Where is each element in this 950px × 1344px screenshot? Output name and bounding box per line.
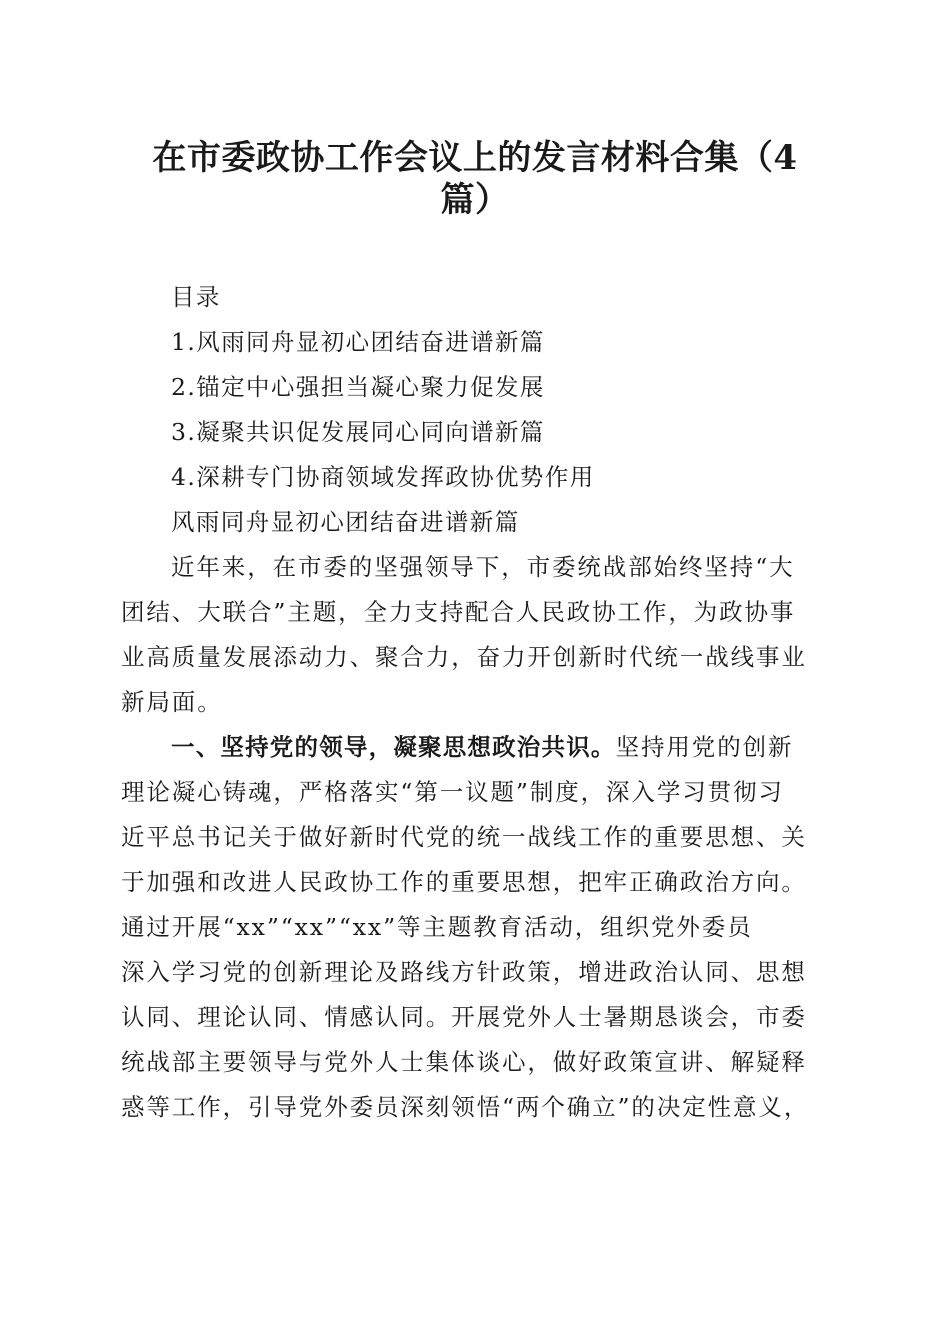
intro-line-1: 近年来，在市委的坚强领导下，市委统战部始终坚持“大 [171,553,795,581]
toc-item-4: 4.深耕专门协商领域发挥政协优势作用 [171,463,595,491]
document-title-line1: 在市委政协工作会议上的发言材料合集（4 [152,138,798,178]
point1-line-7: 统战部主要领导与党外人士集体谈心，做好政策宣讲、解疑释 [121,1048,807,1076]
point1-line-5: 深入学习党的创新理论及路线方针政策，增进政治认同、思想 [121,958,807,986]
point1-line-6: 认同、理论认同、情感认同。开展党外人士暑期恳谈会，市委 [121,1003,807,1031]
point1-line-1: 理论凝心铸魂，严格落实“第一议题”制度，深入学习贯彻习 [121,778,784,806]
toc-item-3: 3.凝聚共识促发展同心同向谱新篇 [171,418,545,446]
point1-line-8: 惑等工作，引导党外委员深刻领悟“两个确立”的决定性意义， [121,1093,810,1121]
intro-line-3: 业高质量发展添动力、聚合力，奋力开创新时代统一战线事业 [121,643,807,671]
document-title-line2-text: 篇） [440,180,510,220]
intro-line-2: 团结、大联合”主题，全力支持配合人民政协工作，为政协事 [121,598,796,626]
point1-first-line [171,732,793,762]
intro-line-4: 新局面。 [121,688,223,716]
point1-line-2: 近平总书记关于做好新时代党的统一战线工作的重要思想、关 [121,823,807,851]
document-title-line2 [120,180,830,220]
toc-heading: 目录 [171,283,221,311]
point1-line-3: 于加强和改进人民政协工作的重要思想，把牢正确政治方向。 [121,868,807,896]
toc-item-2: 2.锚定中心强担当凝心聚力促发展 [171,373,545,401]
section-title: 风雨同舟显初心团结奋进谱新篇 [171,508,520,536]
toc-item-1: 1.风雨同舟显初心团结奋进谱新篇 [171,328,545,356]
point1-first-tail: 坚持用党的创新 [615,733,794,761]
point1-line-4: 通过开展“xx”“xx”“xx”等主题教育活动，组织党外委员 [121,913,753,941]
point1-heading: 一、坚持党的领导，凝聚思想政治共识。 [171,733,616,761]
